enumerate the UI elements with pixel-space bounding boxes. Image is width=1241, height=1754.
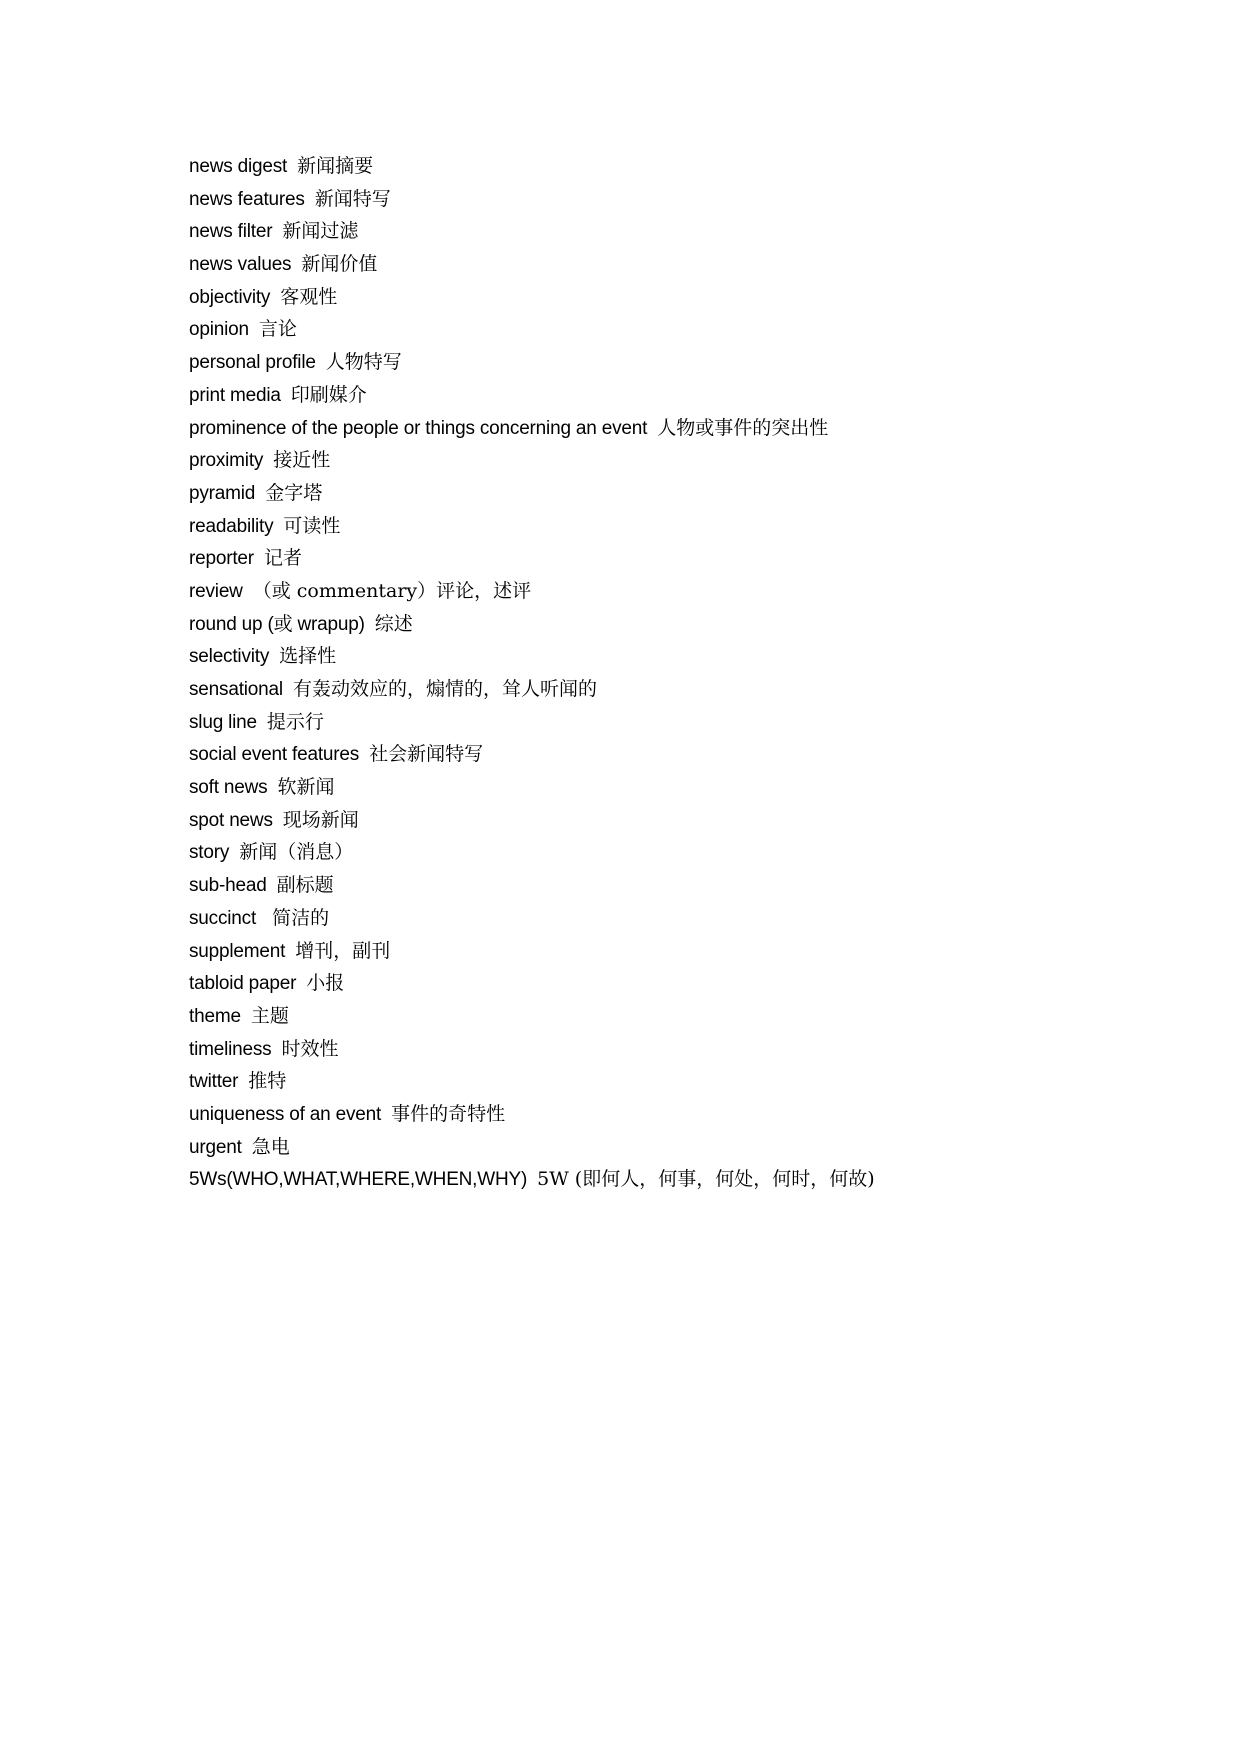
glossary-translation: 新闻特写 xyxy=(314,187,391,210)
glossary-entry xyxy=(189,1065,1189,1098)
glossary-translation: 5W (即何人，何事，何处，何时，何故) xyxy=(537,1168,875,1191)
glossary-term: urgent xyxy=(189,1136,242,1158)
glossary-entry xyxy=(189,510,1189,543)
glossary-entry xyxy=(189,673,1189,706)
glossary-translation: 副标题 xyxy=(276,874,334,897)
glossary-entry xyxy=(189,346,1189,379)
glossary-translation: 事件的奇特性 xyxy=(391,1102,506,1125)
glossary-entry xyxy=(189,248,1189,281)
glossary-entry xyxy=(189,771,1189,804)
glossary-term: theme xyxy=(189,1005,241,1027)
glossary-translation: 记者 xyxy=(263,547,302,570)
glossary-term: twitter xyxy=(189,1071,239,1093)
glossary-entry xyxy=(189,542,1189,575)
glossary-translation: 人物或事件的突出性 xyxy=(657,416,829,439)
glossary-entry xyxy=(189,902,1189,935)
glossary-translation: 增刊，副刊 xyxy=(295,939,391,962)
glossary-term: story xyxy=(189,842,230,864)
glossary-term: sub-head xyxy=(189,875,267,897)
glossary-term: selectivity xyxy=(189,646,270,668)
glossary-translation: 可读性 xyxy=(283,514,341,537)
glossary-entry xyxy=(189,869,1189,902)
glossary-term: review xyxy=(189,580,243,602)
glossary-term: reporter xyxy=(189,548,254,570)
glossary-entry xyxy=(189,706,1189,739)
glossary-translation: 新闻过滤 xyxy=(282,220,359,243)
glossary-term: timeliness xyxy=(189,1038,272,1060)
glossary-entry xyxy=(189,281,1189,314)
glossary-entry xyxy=(189,608,1189,641)
glossary-term: news features xyxy=(189,188,305,210)
glossary-entry xyxy=(189,379,1189,412)
glossary-term: opinion xyxy=(189,319,249,341)
glossary-translation: 接近性 xyxy=(273,449,331,472)
glossary-translation: 现场新闻 xyxy=(282,808,359,831)
glossary-entry xyxy=(189,1000,1189,1033)
glossary-term: sensational xyxy=(189,679,283,700)
glossary-translation: 时效性 xyxy=(281,1037,339,1060)
glossary-entry xyxy=(189,1131,1189,1164)
glossary-translation: （或 commentary）评论，述评 xyxy=(252,579,532,602)
glossary-translation: 新闻（消息） xyxy=(239,841,354,864)
glossary-translation: 人物特写 xyxy=(325,351,402,374)
glossary-entry xyxy=(189,1033,1189,1066)
glossary-term: social event features xyxy=(189,744,360,766)
glossary-translation: 选择性 xyxy=(279,645,337,668)
glossary-term: print media xyxy=(189,384,281,406)
glossary-translation: 软新闻 xyxy=(277,776,335,799)
glossary-translation: 急电 xyxy=(251,1135,290,1158)
glossary-entry xyxy=(189,444,1189,477)
glossary-term: news digest xyxy=(189,156,288,177)
glossary-term: slug line xyxy=(189,711,257,733)
glossary-translation: 简洁的 xyxy=(266,906,330,929)
glossary-term: news filter xyxy=(189,221,273,243)
glossary-list xyxy=(189,150,1189,1196)
glossary-translation: 印刷媒介 xyxy=(290,383,367,406)
glossary-term: readability xyxy=(189,515,274,537)
glossary-term: prominence of the people or things concerning an event xyxy=(189,417,648,439)
glossary-entry xyxy=(189,640,1189,673)
glossary-term: personal profile xyxy=(189,352,316,374)
glossary-term: news values xyxy=(189,254,292,276)
glossary-entry xyxy=(189,477,1189,510)
glossary-term: objectivity xyxy=(189,286,271,308)
glossary-term: pyramid xyxy=(189,482,256,504)
glossary-entry xyxy=(189,313,1189,346)
glossary-entry xyxy=(189,836,1189,869)
glossary-entry xyxy=(189,150,1189,183)
glossary-term: proximity xyxy=(189,450,264,472)
glossary-term: uniqueness of an event xyxy=(189,1103,382,1125)
glossary-translation: 新闻价值 xyxy=(301,253,378,276)
glossary-translation: 综述 xyxy=(374,612,413,635)
glossary-term: supplement xyxy=(189,940,286,962)
glossary-entry xyxy=(189,804,1189,837)
glossary-entry xyxy=(189,215,1189,248)
glossary-entry xyxy=(189,183,1189,216)
glossary-entry xyxy=(189,738,1189,771)
glossary-translation: 社会新闻特写 xyxy=(369,743,484,766)
glossary-translation: 推特 xyxy=(248,1070,287,1093)
glossary-translation: 小报 xyxy=(306,972,345,995)
glossary-term: tabloid paper xyxy=(189,973,297,995)
glossary-entry xyxy=(189,967,1189,1000)
glossary-translation: 有轰动效应的，煽情的，耸人听闻的 xyxy=(292,678,597,700)
glossary-term: succinct xyxy=(189,907,257,929)
glossary-translation: 金字塔 xyxy=(265,481,323,504)
glossary-translation: 新闻摘要 xyxy=(297,155,374,177)
glossary-term: round up (或 wrapup) xyxy=(189,613,365,635)
glossary-entry xyxy=(189,1163,1189,1196)
glossary-entry xyxy=(189,575,1189,608)
glossary-translation: 言论 xyxy=(258,318,297,341)
glossary-term: soft news xyxy=(189,777,268,799)
glossary-entry xyxy=(189,935,1189,968)
glossary-translation: 提示行 xyxy=(266,710,324,733)
glossary-term: 5Ws(WHO,WHAT,WHERE,WHEN,WHY) xyxy=(189,1169,528,1191)
glossary-translation: 主题 xyxy=(250,1004,289,1027)
glossary-entry xyxy=(189,412,1189,445)
glossary-entry xyxy=(189,1098,1189,1131)
glossary-translation: 客观性 xyxy=(280,285,338,308)
glossary-term: spot news xyxy=(189,809,273,831)
